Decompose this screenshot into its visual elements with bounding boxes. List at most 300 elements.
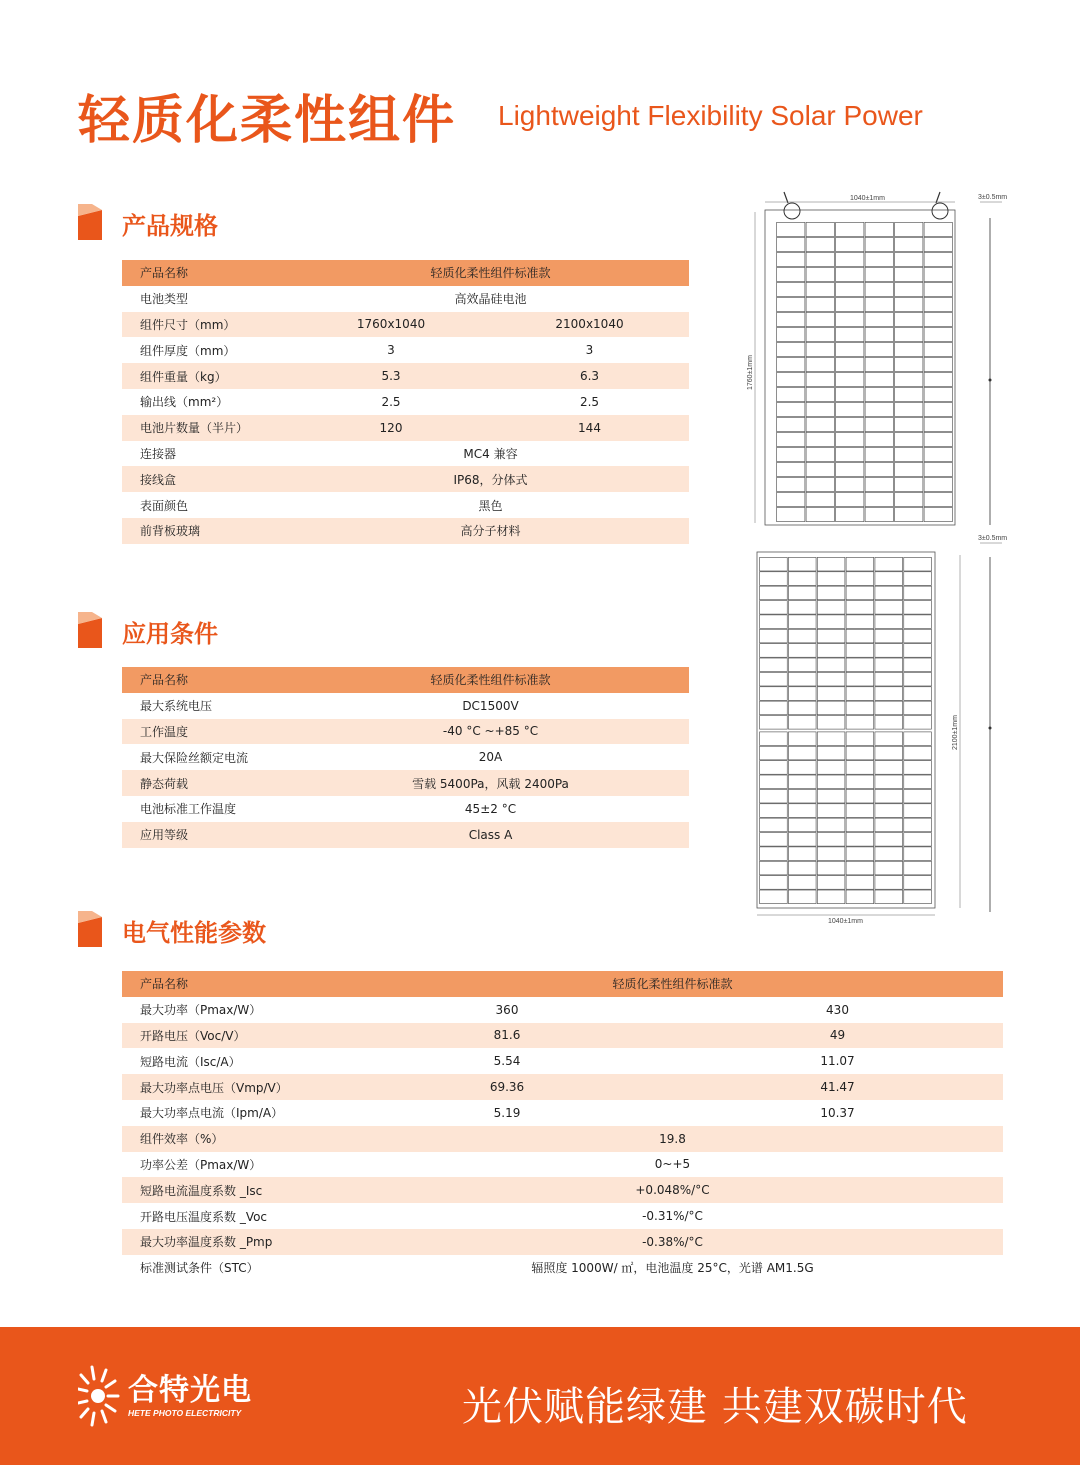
solar-cell	[846, 687, 874, 701]
solar-cell	[788, 615, 816, 629]
row-label: 表面颜色	[140, 498, 189, 513]
solar-cell	[924, 417, 952, 431]
solar-cell	[806, 387, 834, 401]
table-header-row	[122, 260, 689, 286]
solar-cell	[788, 687, 816, 701]
solar-cell	[760, 847, 788, 861]
solar-cell	[817, 615, 845, 629]
solar-cell	[846, 746, 874, 760]
solar-cell	[895, 492, 923, 506]
solar-cell	[846, 861, 874, 875]
solar-cell	[865, 252, 893, 266]
solar-cell	[846, 761, 874, 775]
solar-cell	[895, 297, 923, 311]
solar-cell	[865, 282, 893, 296]
logo-text-cn: 合特光电	[128, 1373, 252, 1408]
row-label: 短路电流（Isc/A）	[140, 1054, 241, 1069]
row-value-a: 3	[387, 343, 395, 358]
solar-cell	[904, 601, 932, 615]
row-value: 黑色	[478, 498, 503, 513]
solar-cell	[788, 716, 816, 730]
solar-cell	[875, 775, 903, 789]
solar-cell	[895, 507, 923, 521]
row-value: MC4 兼容	[463, 446, 518, 461]
solar-cell	[788, 629, 816, 643]
solar-cell	[788, 557, 816, 571]
row-label: 功率公差（Pmax/W）	[140, 1157, 262, 1172]
solar-cell	[788, 746, 816, 760]
solar-cell	[924, 282, 952, 296]
solar-cell	[806, 477, 834, 491]
solar-cell	[924, 237, 952, 251]
dim-bottom-width: 1040±1mm	[828, 918, 863, 925]
solar-cell	[865, 267, 893, 281]
solar-cell	[788, 890, 816, 904]
dim-top-width: 1040±1mm	[850, 195, 885, 202]
solar-cell	[777, 222, 805, 236]
solar-cell	[846, 847, 874, 861]
solar-cell	[777, 417, 805, 431]
solar-cell	[904, 644, 932, 658]
row-label: 标准测试条件（STC）	[140, 1261, 259, 1276]
solar-cell	[875, 716, 903, 730]
solar-cell	[806, 447, 834, 461]
footer-banner	[0, 1327, 1080, 1465]
solar-cell	[806, 327, 834, 341]
header-cell: 产品名称	[140, 266, 189, 281]
row-value: +0.048%/°C	[635, 1183, 710, 1198]
row-value: 20A	[478, 750, 503, 765]
solar-cell	[788, 644, 816, 658]
solar-cell	[904, 818, 932, 832]
solar-cell	[777, 297, 805, 311]
solar-cell	[865, 222, 893, 236]
solar-cell	[817, 789, 845, 803]
solar-cell	[760, 818, 788, 832]
solar-cell	[817, 644, 845, 658]
solar-cell	[924, 372, 952, 386]
solar-cell	[875, 833, 903, 847]
solar-cell	[817, 629, 845, 643]
row-label: 最大保险丝额定电流	[140, 750, 249, 765]
solar-cell	[924, 357, 952, 371]
solar-cell	[846, 601, 874, 615]
solar-cell	[895, 462, 923, 476]
solar-cell	[924, 432, 952, 446]
solar-cell	[777, 462, 805, 476]
solar-cell	[788, 833, 816, 847]
solar-cell	[924, 327, 952, 341]
solar-cell	[777, 402, 805, 416]
solar-cell	[904, 833, 932, 847]
row-label: 最大功率点电压（Vmp/V）	[140, 1080, 288, 1095]
row-value-b: 2100x1040	[555, 317, 624, 332]
solar-cell	[817, 701, 845, 715]
row-value-a: 360	[495, 1002, 519, 1017]
table-row	[122, 1126, 1003, 1152]
solar-cell	[846, 572, 874, 586]
solar-cell	[836, 297, 864, 311]
section-title: 电气性能参数	[122, 919, 266, 947]
solar-cell	[806, 222, 834, 236]
solar-cell	[875, 672, 903, 686]
solar-cell	[836, 462, 864, 476]
row-value: 辐照度 1000W/ ㎡，电池温度 25°C，光谱 AM1.5G	[531, 1261, 814, 1276]
solar-cell	[788, 732, 816, 746]
row-value: Class A	[468, 827, 513, 842]
row-label: 接线盒	[140, 472, 177, 487]
solar-cell	[865, 507, 893, 521]
table-row	[122, 1177, 1003, 1203]
row-label: 组件效率（%）	[140, 1132, 224, 1147]
row-label: 应用等级	[140, 828, 189, 843]
section-title: 应用条件	[122, 620, 218, 648]
solar-cell	[846, 644, 874, 658]
solar-cell	[875, 629, 903, 643]
row-value: -0.38%/°C	[642, 1234, 703, 1249]
solar-cell	[836, 492, 864, 506]
solar-cell	[865, 462, 893, 476]
dim-top-thickness: 3±0.5mm	[978, 194, 1008, 201]
row-value-a: 5.3	[381, 369, 401, 384]
solar-cell	[760, 586, 788, 600]
solar-cell	[865, 312, 893, 326]
solar-cell	[904, 761, 932, 775]
solar-cell	[875, 572, 903, 586]
solar-cell	[904, 876, 932, 890]
conditions-table	[122, 667, 689, 848]
table-header-row	[122, 971, 1003, 997]
row-label: 开路电压（Voc/V）	[140, 1028, 246, 1043]
solar-cell	[875, 818, 903, 832]
solar-cell	[788, 861, 816, 875]
solar-cell	[904, 789, 932, 803]
solar-cell	[865, 417, 893, 431]
table-row	[122, 1048, 1003, 1074]
table-row	[122, 997, 1003, 1023]
solar-cell	[865, 477, 893, 491]
row-value-a: 120	[379, 420, 403, 435]
solar-cell	[846, 658, 874, 672]
row-label: 组件尺寸（mm）	[140, 317, 236, 332]
row-value: 高效晶硅电池	[454, 292, 527, 307]
table-row	[122, 744, 689, 770]
solar-cell	[875, 746, 903, 760]
row-value: IP68，分体式	[453, 472, 528, 487]
solar-cell	[875, 789, 903, 803]
solar-cell	[806, 372, 834, 386]
solar-cell	[806, 252, 834, 266]
header-cell: 轻质化柔性组件标准款	[430, 673, 551, 688]
solar-cell	[777, 252, 805, 266]
table-row	[122, 286, 689, 312]
solar-cell	[895, 222, 923, 236]
solar-cell	[760, 833, 788, 847]
solar-cell	[817, 586, 845, 600]
solar-cell	[806, 357, 834, 371]
solar-cell	[777, 432, 805, 446]
solar-cell	[846, 789, 874, 803]
section-marker-icon	[78, 911, 102, 947]
solar-cell	[806, 282, 834, 296]
solar-cell	[817, 890, 845, 904]
table-row	[122, 363, 689, 389]
table-row	[122, 312, 689, 338]
solar-cell	[806, 432, 834, 446]
solar-cell	[924, 252, 952, 266]
solar-cell	[875, 890, 903, 904]
solar-cell	[777, 387, 805, 401]
solar-cell	[865, 447, 893, 461]
row-label: 最大系统电压	[140, 699, 213, 714]
solar-cell	[895, 252, 923, 266]
solar-cell	[817, 746, 845, 760]
solar-cell	[760, 672, 788, 686]
solar-cell	[846, 876, 874, 890]
solar-cell	[817, 847, 845, 861]
solar-cell	[760, 746, 788, 760]
solar-cell	[836, 387, 864, 401]
solar-cell	[817, 601, 845, 615]
solar-cell	[777, 492, 805, 506]
solar-cell	[904, 672, 932, 686]
solar-cell	[817, 876, 845, 890]
solar-cell	[924, 267, 952, 281]
solar-cell	[836, 282, 864, 296]
solar-cell	[788, 761, 816, 775]
solar-cell	[806, 462, 834, 476]
solar-cell	[760, 775, 788, 789]
solar-cell	[846, 818, 874, 832]
solar-cell	[865, 342, 893, 356]
solar-cell	[904, 716, 932, 730]
solar-cell	[788, 818, 816, 832]
solar-cell	[788, 586, 816, 600]
solar-cell	[777, 267, 805, 281]
solar-cell	[817, 775, 845, 789]
solar-cell	[904, 746, 932, 760]
row-value-a: 5.19	[493, 1105, 521, 1120]
solar-cell	[760, 876, 788, 890]
table-header-row	[122, 667, 689, 693]
table-row	[122, 1074, 1003, 1100]
solar-cell	[895, 327, 923, 341]
solar-cell	[806, 237, 834, 251]
row-value-b: 10.37	[820, 1105, 855, 1120]
solar-cell	[875, 876, 903, 890]
solar-cell	[836, 402, 864, 416]
solar-cell	[865, 387, 893, 401]
solar-cell	[788, 572, 816, 586]
row-label: 电池片数量（半片）	[140, 421, 249, 436]
solar-cell	[846, 672, 874, 686]
solar-cell	[904, 586, 932, 600]
solar-cell	[846, 833, 874, 847]
row-value-b: 144	[578, 420, 601, 435]
solar-cell	[924, 492, 952, 506]
header-cell: 轻质化柔性组件标准款	[612, 977, 733, 992]
row-value: -40 °C ~+85 °C	[442, 724, 539, 739]
row-label: 短路电流温度系数 _Isc	[140, 1183, 263, 1198]
section-title: 产品规格	[122, 212, 218, 240]
solar-cell	[904, 572, 932, 586]
row-label: 工作温度	[140, 724, 189, 739]
solar-cell	[846, 557, 874, 571]
solar-cell	[788, 775, 816, 789]
solar-cell	[817, 672, 845, 686]
solar-cell	[760, 716, 788, 730]
row-value-b: 3	[585, 343, 594, 358]
solar-cell	[846, 701, 874, 715]
solar-cell	[836, 342, 864, 356]
solar-cell	[875, 861, 903, 875]
solar-cell	[904, 804, 932, 818]
solar-cell	[924, 477, 952, 491]
solar-cell	[806, 507, 834, 521]
table-row	[122, 719, 689, 745]
solar-cell	[777, 447, 805, 461]
solar-cell	[904, 687, 932, 701]
solar-cell	[904, 732, 932, 746]
solar-cell	[875, 847, 903, 861]
solar-cell	[836, 312, 864, 326]
solar-cell	[846, 586, 874, 600]
spec-table	[122, 260, 689, 544]
table-row	[122, 1100, 1003, 1126]
table-row	[122, 1229, 1003, 1255]
solar-cell	[924, 312, 952, 326]
sun-logo-icon	[78, 1363, 126, 1429]
solar-cell	[806, 297, 834, 311]
row-label: 最大功率（Pmax/W）	[140, 1003, 262, 1018]
solar-cell	[895, 342, 923, 356]
solar-cell	[895, 402, 923, 416]
logo-text-en: HETE PHOTO ELECTRICITY	[128, 1408, 242, 1418]
row-label: 连接器	[140, 446, 177, 461]
solar-cell	[895, 357, 923, 371]
solar-cell	[895, 387, 923, 401]
solar-cell	[760, 804, 788, 818]
row-value-b: 2.5	[579, 394, 600, 409]
row-value-b: 11.07	[820, 1054, 855, 1069]
solar-cell	[760, 629, 788, 643]
solar-cell	[788, 601, 816, 615]
solar-cell	[865, 402, 893, 416]
solar-cell	[895, 237, 923, 251]
solar-cell	[875, 658, 903, 672]
solar-cell	[875, 615, 903, 629]
section-marker-icon	[78, 204, 102, 240]
solar-cell	[836, 432, 864, 446]
solar-cell	[817, 833, 845, 847]
table-row	[122, 389, 689, 415]
solar-cell	[846, 629, 874, 643]
solar-cell	[760, 761, 788, 775]
solar-cell	[924, 222, 952, 236]
section-marker-icon	[78, 612, 102, 648]
solar-cell	[865, 297, 893, 311]
company-logo	[78, 1359, 278, 1429]
solar-cell	[777, 342, 805, 356]
solar-cell	[760, 732, 788, 746]
solar-cell	[895, 312, 923, 326]
table-row	[122, 466, 689, 492]
solar-cell	[817, 687, 845, 701]
table-row	[122, 1255, 1003, 1281]
solar-cell	[904, 615, 932, 629]
page-subtitle: Lightweight Flexibility Solar Power	[498, 100, 923, 131]
solar-cell	[836, 357, 864, 371]
row-value-a: 2.5	[381, 394, 401, 409]
solar-cell	[817, 761, 845, 775]
solar-cell	[895, 432, 923, 446]
solar-cell	[895, 447, 923, 461]
table-row	[122, 337, 689, 363]
solar-cell	[817, 861, 845, 875]
solar-cell	[846, 775, 874, 789]
solar-cell	[788, 847, 816, 861]
solar-cell	[865, 357, 893, 371]
solar-cell	[836, 477, 864, 491]
solar-cell	[760, 601, 788, 615]
row-label: 输出线（mm²）	[140, 395, 229, 410]
table-row	[122, 693, 689, 719]
row-value: -0.31%/°C	[642, 1209, 703, 1224]
solar-cell	[806, 402, 834, 416]
page-title: 轻质化柔性组件	[78, 91, 457, 151]
solar-cell	[760, 644, 788, 658]
solar-cell	[924, 402, 952, 416]
solar-cell	[924, 507, 952, 521]
row-label: 电池标准工作温度	[140, 802, 237, 817]
solar-cell	[836, 372, 864, 386]
electrical-table	[122, 971, 1003, 1281]
row-label: 组件重量（kg）	[140, 369, 227, 384]
row-value: 高分子材料	[460, 524, 521, 539]
solar-cell	[904, 557, 932, 571]
row-value-a: 5.54	[493, 1054, 521, 1069]
solar-cell	[846, 615, 874, 629]
solar-cell	[895, 267, 923, 281]
solar-cell	[904, 658, 932, 672]
solar-cell	[875, 701, 903, 715]
table-row	[122, 518, 689, 544]
header-cell: 轻质化柔性组件标准款	[430, 266, 551, 281]
solar-cell	[817, 658, 845, 672]
solar-cell	[924, 297, 952, 311]
table-row	[122, 1203, 1003, 1229]
solar-cell	[836, 507, 864, 521]
solar-cell	[760, 615, 788, 629]
solar-cell	[777, 357, 805, 371]
solar-cell	[895, 282, 923, 296]
solar-cell	[865, 492, 893, 506]
solar-cell	[817, 804, 845, 818]
row-value-a: 81.6	[493, 1028, 521, 1043]
solar-cell	[875, 687, 903, 701]
solar-cell	[875, 761, 903, 775]
solar-cell	[836, 327, 864, 341]
solar-cell	[846, 890, 874, 904]
solar-cell	[806, 417, 834, 431]
row-label: 最大功率点电流（Ipm/A）	[140, 1106, 284, 1121]
solar-cell	[777, 282, 805, 296]
solar-cell	[817, 572, 845, 586]
row-value-a: 69.36	[489, 1080, 525, 1095]
solar-cell	[836, 417, 864, 431]
row-value-b: 430	[826, 1002, 849, 1017]
solar-cell	[875, 732, 903, 746]
